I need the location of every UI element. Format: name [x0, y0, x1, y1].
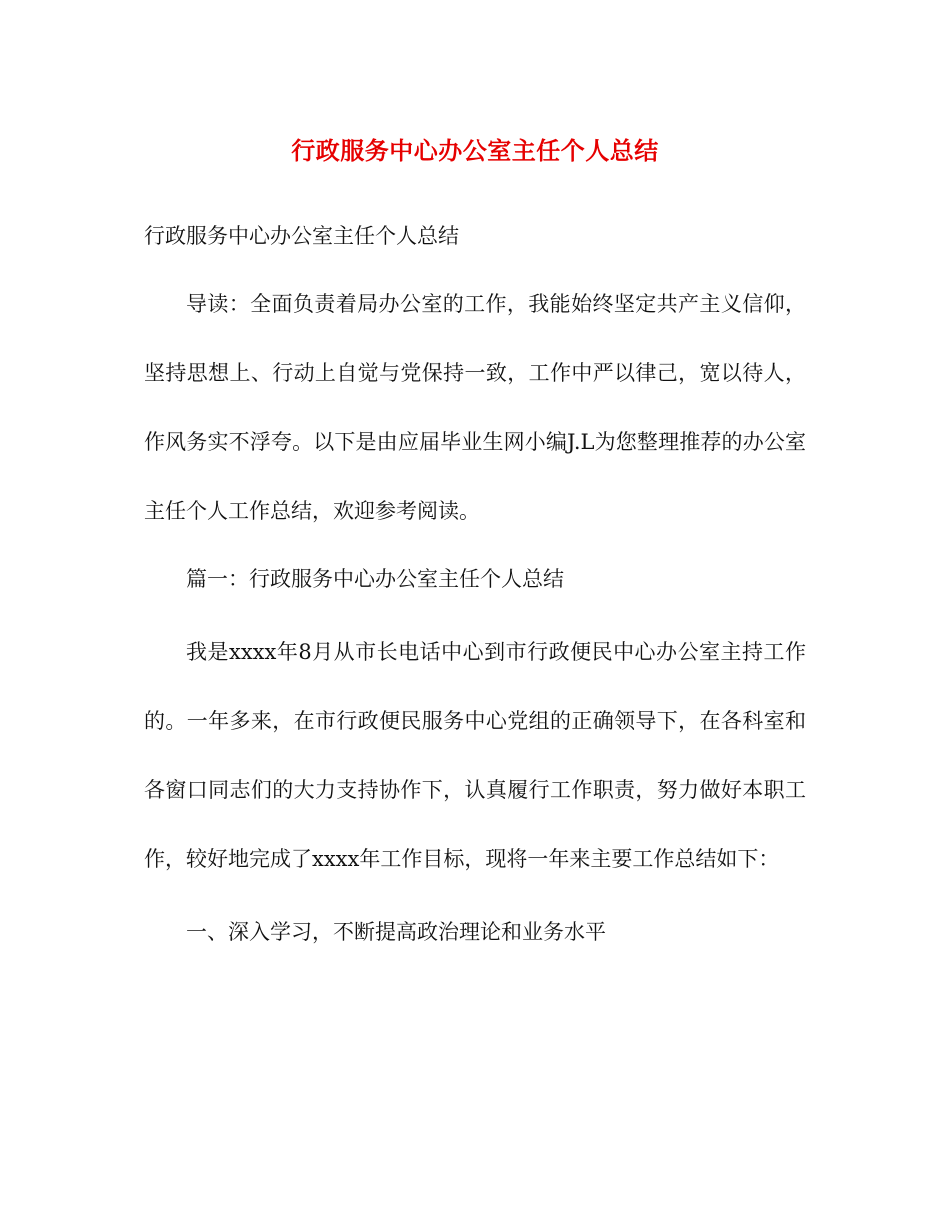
- document-body: [144, 216, 806, 953]
- document-subtitle: 行政服务中心办公室主任个人总结: [144, 224, 459, 248]
- intro-paragraph: 导读：全面负责着局办公室的工作，我能始终坚定共产主义信仰，坚持思想上、行动上自觉与党保持一致，工作中严以律己，宽以待人，作风务实不浮夸。以下是由应届毕业生网小编J.L为您整理推荐的办公室主任个人工作总结，欢迎参考阅读。: [144, 292, 806, 523]
- chapter-heading: 篇一：行政服务中心办公室主任个人总结: [186, 567, 564, 591]
- document-title: 行政服务中心办公室主任个人总结: [291, 136, 659, 165]
- body-paragraph: 我是xxxx年8月从市长电话中心到市行政便民中心办公室主持工作的。一年多来，在市行政便民服务中心党组的正确领导下，在各科室和各窗口同志们的大力支持协作下，认真履行工作职责，努力做好本职工作，较好地完成了xxxx年工作目标，现将一年来主要工作总结如下：: [144, 640, 806, 871]
- section-heading: 一、深入学习，不断提高政治理论和业务水平: [186, 920, 606, 944]
